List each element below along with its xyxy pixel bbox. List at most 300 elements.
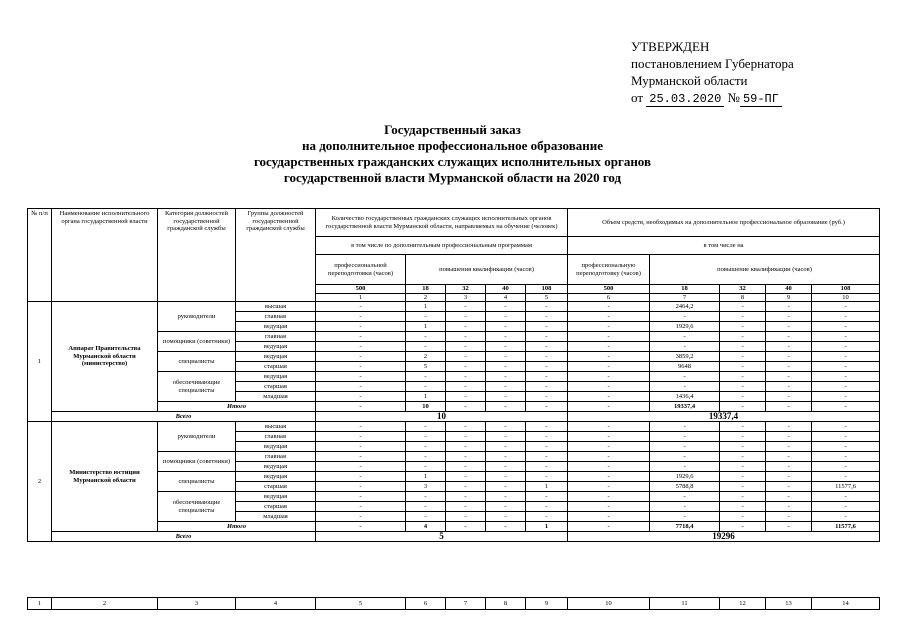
itogo-cell: 11577,6 [812,522,880,532]
footer-column-number: 5 [316,598,406,610]
value-cell: - [486,322,526,332]
category-specialists: специалисты [158,352,236,372]
itogo-cell: - [526,402,568,412]
value-cell: - [812,422,880,432]
value-cell: - [568,502,650,512]
table-row [28,412,880,422]
value-cell: - [446,422,486,432]
value-cell: - [812,362,880,372]
value-cell: - [406,312,446,322]
value-cell: - [316,302,406,312]
value-cell: - [316,332,406,342]
value-cell: - [316,382,406,392]
value-cell: - [446,512,486,522]
value-cell: 3 [406,482,446,492]
value-cell: - [766,422,812,432]
group-cell: ведущая [236,442,316,452]
value-cell: - [406,332,446,342]
value-cell: - [766,462,812,472]
value-cell: 5 [406,362,446,372]
value-cell: - [486,452,526,462]
group-cell: ведущая [236,372,316,382]
value-cell: - [766,372,812,382]
value-cell: - [526,372,568,382]
value-cell: - [568,432,650,442]
value-cell: - [526,432,568,442]
value-cell: - [446,342,486,352]
approval-issuer: постановлением Губернатора [631,56,794,71]
value-cell: - [568,462,650,472]
value-cell: - [812,432,880,442]
column-number-cell: 6 [568,293,650,302]
value-cell: - [486,492,526,502]
value-cell: - [766,352,812,362]
value-cell: - [720,312,766,322]
value-cell: - [720,472,766,482]
org-name: Министерство юстиции Мурманской области [52,422,158,532]
value-cell: - [486,342,526,352]
value-cell: - [568,362,650,372]
value-cell: - [812,302,880,312]
document-title: Государственный заказ на дополнительное профессиональное образование государственных гражданских служащих исполнительных органов государственной власти Мурманской области на 2020 год [253,122,652,185]
value-cell: - [446,462,486,472]
value-cell: - [446,442,486,452]
header-org: Наименование исполнительного органа государственной власти [52,209,158,302]
approval-number: 59-ПГ [740,92,782,107]
value-cell: - [568,472,650,482]
value-cell: - [766,392,812,402]
value-cell: - [650,492,720,502]
vsego-cost: 19337,4 [568,412,880,422]
itogo-cell: 1 [526,522,568,532]
value-cell: - [316,512,406,522]
itogo-cell: 7718,4 [650,522,720,532]
value-cell: - [316,502,406,512]
org-name: Аппарат Правительства Мурманской области (министерство) [52,302,158,412]
category-support: обеспечивающие специалисты [158,492,236,522]
value-cell: - [650,462,720,472]
value-cell: - [720,382,766,392]
value-cell: - [316,422,406,432]
vsego-qty: 10 [316,412,568,422]
value-cell: - [720,442,766,452]
header-incl-programs: в том числе по дополнительным профессиональным программам [316,237,568,255]
value-cell: - [446,372,486,382]
header-category: Категория должностей государственной гражданской службы [158,209,236,302]
footer-column-number: 1 [28,598,52,610]
value-cell: - [766,512,812,522]
value-cell: - [650,452,720,462]
value-cell: - [720,352,766,362]
value-cell: - [406,342,446,352]
value-cell: - [316,372,406,382]
value-cell: - [812,322,880,332]
value-cell: - [486,392,526,402]
value-cell: - [526,462,568,472]
value-cell: - [720,322,766,332]
column-number-cell: 3 [446,293,486,302]
header-group: Группы должностей государственной гражданской службы [236,209,316,302]
value-cell: - [446,352,486,362]
table-row [28,422,880,432]
value-cell: - [568,372,650,382]
value-cell: - [568,302,650,312]
value-cell: - [526,442,568,452]
header-hours-cell: 40 [486,285,526,294]
value-cell: - [526,312,568,322]
table-row [28,302,880,312]
value-cell: - [812,342,880,352]
value-cell: - [446,312,486,322]
group-cell: старшая [236,382,316,392]
value-cell: - [526,332,568,342]
value-cell: - [316,352,406,362]
value-cell: - [316,392,406,402]
value-cell: - [446,332,486,342]
value-cell: - [316,462,406,472]
footer-column-number: 3 [158,598,236,610]
value-cell: - [486,362,526,372]
value-cell: - [812,462,880,472]
header-cost-title: Объем средств, необходимых на дополнительное профессиональное образование (руб.) [568,209,880,237]
footer-column-number: 9 [526,598,568,610]
value-cell: - [316,342,406,352]
value-cell: - [406,442,446,452]
vsego-qty: 5 [316,532,568,542]
org-number: 2 [28,422,52,542]
value-cell: 2464,2 [650,302,720,312]
value-cell: - [720,332,766,342]
value-cell: - [406,452,446,462]
value-cell: - [720,432,766,442]
header-num: № п/п [28,209,52,302]
group-cell: ведущая [236,322,316,332]
value-cell: - [446,362,486,372]
value-cell: - [650,442,720,452]
value-cell: - [812,442,880,452]
value-cell: - [446,502,486,512]
header-hours-cell: 500 [568,285,650,294]
itogo-cell: 4 [406,522,446,532]
header-upgrade: повышение квалификации (часов) [650,255,880,285]
value-cell: - [446,472,486,482]
value-cell: - [766,362,812,372]
value-cell: 5788,8 [650,482,720,492]
value-cell: - [650,502,720,512]
value-cell: - [650,312,720,322]
value-cell: - [766,472,812,482]
value-cell: - [446,382,486,392]
value-cell: - [650,372,720,382]
value-cell: - [526,452,568,462]
group-cell: ведущая [236,342,316,352]
approval-stamp [631,38,794,108]
value-cell: - [526,302,568,312]
header-hours-cell: 18 [406,285,446,294]
value-cell: - [316,312,406,322]
value-cell: - [486,332,526,342]
value-cell: - [316,362,406,372]
approval-region: Мурманской области [631,73,748,88]
itogo-label: Итого [158,522,316,532]
value-cell: - [568,492,650,502]
value-cell: - [486,312,526,322]
group-cell: младшая [236,392,316,402]
value-cell: 2 [406,352,446,362]
table-row [28,532,880,542]
category-leaders: руководители [158,422,236,452]
group-cell: главная [236,432,316,442]
itogo-cell: - [568,402,650,412]
value-cell: - [486,302,526,312]
itogo-cell: - [446,522,486,532]
value-cell: - [526,322,568,332]
value-cell: - [766,432,812,442]
value-cell: - [406,372,446,382]
value-cell: 11577,6 [812,482,880,492]
column-number-cell: 7 [650,293,720,302]
value-cell: - [766,342,812,352]
value-cell: - [720,492,766,502]
org-number: 1 [28,302,52,422]
value-cell: - [766,502,812,512]
value-cell: - [812,472,880,482]
state-order-table [27,208,880,542]
itogo-cell: - [316,402,406,412]
value-cell: - [766,382,812,392]
value-cell: 1 [526,482,568,492]
value-cell: - [486,372,526,382]
value-cell: - [568,442,650,452]
group-cell: старшая [236,362,316,372]
group-cell: ведущая [236,472,316,482]
group-cell: главная [236,452,316,462]
itogo-cell: - [486,522,526,532]
header-hours-cell: 108 [812,285,880,294]
vsego-label: Всего [52,532,316,542]
value-cell: - [720,392,766,402]
itogo-cell: - [720,522,766,532]
footer-column-number: 6 [406,598,446,610]
value-cell: 1436,4 [650,392,720,402]
value-cell: - [650,432,720,442]
value-cell: - [720,462,766,472]
header-qty-title: Количество государственных гражданских служащих исполнительных органов государственной власти Мурманской области, направляемых на обучение (человек) [316,209,568,237]
value-cell: - [526,492,568,502]
value-cell: - [568,422,650,432]
value-cell: - [486,512,526,522]
value-cell: - [486,462,526,472]
footer-column-number: 2 [52,598,158,610]
footer-column-number: 10 [568,598,650,610]
value-cell: - [568,382,650,392]
value-cell: 9648 [650,362,720,372]
value-cell: - [568,312,650,322]
value-cell: - [526,512,568,522]
group-cell: главная [236,312,316,322]
value-cell: - [812,382,880,392]
approval-date: 25.03.2020 [646,92,724,107]
group-cell: высшая [236,302,316,312]
value-cell: - [720,302,766,312]
value-cell: - [766,482,812,492]
header-hours-cell: 18 [650,285,720,294]
itogo-cell: - [568,522,650,532]
value-cell: - [316,452,406,462]
value-cell: - [406,462,446,472]
header-hours-cell: 32 [446,285,486,294]
value-cell: - [526,392,568,402]
value-cell: - [316,472,406,482]
value-cell: - [812,452,880,462]
value-cell: - [406,492,446,502]
value-cell: - [486,352,526,362]
value-cell: - [766,302,812,312]
itogo-cell: - [486,402,526,412]
footer-column-number: 11 [650,598,720,610]
value-cell: 1 [406,472,446,482]
value-cell: - [568,392,650,402]
value-cell: - [316,322,406,332]
footer-column-number: 8 [486,598,526,610]
value-cell: - [766,322,812,332]
value-cell: - [406,382,446,392]
itogo-cell: - [766,402,812,412]
itogo-cell: - [812,402,880,412]
vsego-label: Всего [52,412,316,422]
value-cell: - [812,502,880,512]
value-cell: - [812,332,880,342]
value-cell: - [812,372,880,382]
column-number-cell: 4 [486,293,526,302]
value-cell: - [720,422,766,432]
header-hours-cell: 108 [526,285,568,294]
value-cell: - [446,432,486,442]
value-cell: - [406,432,446,442]
itogo-cell: - [720,402,766,412]
value-cell: - [720,452,766,462]
category-assistants: помощники (советники) [158,452,236,472]
header-hours-cell: 32 [720,285,766,294]
value-cell: - [486,502,526,512]
header-retraining-hours: профессиональной переподготовки (часов) [316,255,406,285]
value-cell: - [406,502,446,512]
header-incl: в том числе на [568,237,880,255]
itogo-cell: - [316,522,406,532]
value-cell: - [316,442,406,452]
value-cell: 1 [406,392,446,402]
category-support: обеспечивающие специалисты [158,372,236,402]
value-cell: - [568,352,650,362]
value-cell: - [720,482,766,492]
value-cell: - [526,362,568,372]
vsego-cost: 19296 [568,532,880,542]
value-cell: - [766,452,812,462]
header-retraining-to: профессиональную переподготовку (часов) [568,255,650,285]
value-cell: - [446,482,486,492]
value-cell: - [486,382,526,392]
footer-column-number: 4 [236,598,316,610]
group-cell: старшая [236,502,316,512]
group-cell: ведущая [236,462,316,472]
value-cell: - [316,482,406,492]
column-number-cell: 8 [720,293,766,302]
value-cell: - [406,512,446,522]
value-cell: - [568,342,650,352]
column-number-cell: 1 [316,293,406,302]
value-cell: - [720,512,766,522]
value-cell: - [486,472,526,482]
value-cell: - [568,482,650,492]
value-cell: - [766,492,812,502]
header-upgrade-hours: повышения квалификации (часов) [406,255,568,285]
group-cell: младшая [236,512,316,522]
value-cell: - [766,312,812,322]
group-cell: старшая [236,482,316,492]
category-specialists: специалисты [158,472,236,492]
value-cell: - [526,502,568,512]
value-cell: - [720,502,766,512]
value-cell: - [720,372,766,382]
header-hours-cell: 500 [316,285,406,294]
value-cell: - [446,302,486,312]
value-cell: - [650,422,720,432]
value-cell: - [766,332,812,342]
value-cell: - [446,452,486,462]
value-cell: 1929,6 [650,322,720,332]
column-number-cell: 9 [766,293,812,302]
footer-column-number: 7 [446,598,486,610]
value-cell: - [446,322,486,332]
value-cell: - [650,332,720,342]
value-cell: - [526,422,568,432]
value-cell: - [486,422,526,432]
column-number-cell: 5 [526,293,568,302]
itogo-label: Итого [158,402,316,412]
value-cell: - [812,352,880,362]
value-cell: - [406,422,446,432]
value-cell: - [526,342,568,352]
value-cell: - [526,382,568,392]
value-cell: - [568,332,650,342]
header-hours-cell: 40 [766,285,812,294]
table-row [28,209,880,237]
column-number-cell: 2 [406,293,446,302]
value-cell: - [446,392,486,402]
approval-title: УТВЕРЖДЕН [631,39,710,54]
category-assistants: помощники (советники) [158,332,236,352]
value-cell: - [720,362,766,372]
value-cell: 1 [406,302,446,312]
group-cell: главная [236,332,316,342]
value-cell: - [486,482,526,492]
value-cell: - [650,382,720,392]
footer-column-number: 12 [720,598,766,610]
value-cell: - [316,432,406,442]
footer-column-numbers [27,597,880,610]
value-cell: - [486,432,526,442]
value-cell: - [650,512,720,522]
value-cell: - [650,342,720,352]
itogo-cell: - [766,522,812,532]
category-leaders: руководители [158,302,236,332]
value-cell: - [766,442,812,452]
approval-date-line: от 25.03.2020 № 59-ПГ [631,89,794,108]
value-cell: - [526,472,568,482]
value-cell: - [720,342,766,352]
footer-column-number: 13 [766,598,812,610]
value-cell: - [446,492,486,502]
